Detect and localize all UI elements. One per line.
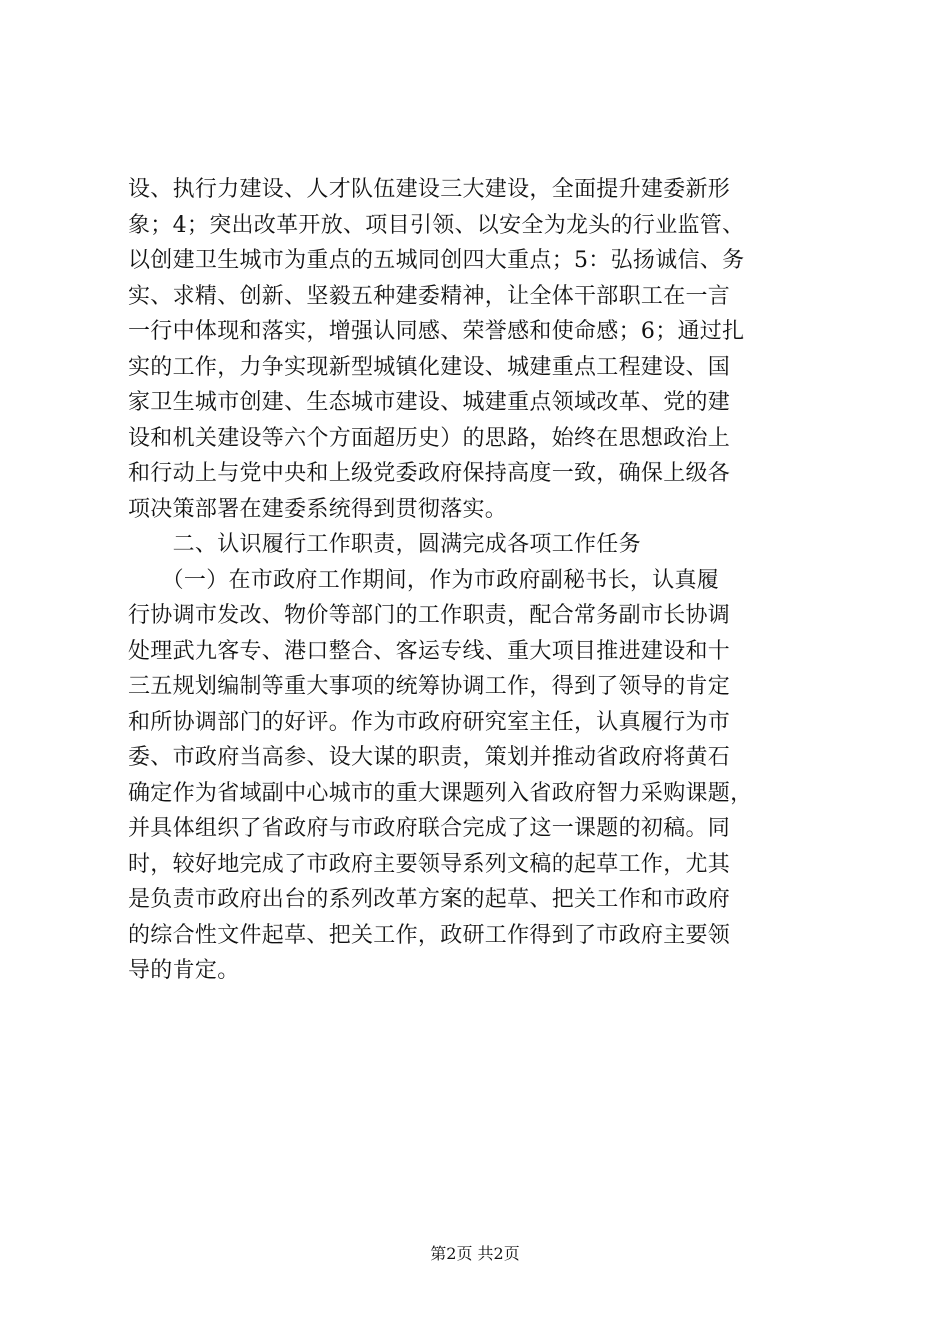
text-line: 象；4；突出改革开放、项目引领、以安全为龙头的行业监管、 [128,212,745,238]
text-line: 三五规划编制等重大事项的统筹协调工作，得到了领导的肯定 [128,674,731,699]
text-line: 处理武九客专、港口整合、客运专线、重大项目推进建设和十 [128,638,731,664]
text-line: 实、求精、创新、坚毅五种建委精神，让全体干部职工在一言 [128,283,731,309]
text-line: 是负责市政府出台的系列改革方案的起草、把关工作和市政府 [128,887,731,912]
text-line: （一）在市政府工作期间，作为市政府副秘书长，认真履 [128,567,720,593]
text-line: 项决策部署在建委系统得到贯彻落实。 [128,496,508,522]
page-number-footer: 第2页 共2页 [430,1244,520,1263]
section-heading: 二、认识履行工作职责，圆满完成各项工作任务 [128,532,641,557]
text-line: 设、执行力建设、人才队伍建设三大建设，全面提升建委新形 [128,177,731,202]
text-line: 并具体组织了省政府与市政府联合完成了这一课题的初稿。同 [128,816,731,841]
text-line: 确定作为省域副中心城市的重大课题列入省政府智力采购课题， [128,780,753,806]
text-line: 以创建卫生城市为重点的五城同创四大重点；5：弘扬诚信、务 [128,248,745,273]
text-line: 导的肯定。 [128,958,240,983]
text-line: 时，较好地完成了市政府主要领导系列文稿的起草工作，尤其 [128,851,731,877]
text-line: 行协调市发改、物价等部门的工作职责，配合常务副市长协调 [128,603,731,628]
text-line: 和所协调部门的好评。作为市政府研究室主任，认真履行为市 [128,709,731,735]
text-line: 委、市政府当高参、设大谋的职责，策划并推动省政府将黄石 [128,745,731,770]
text-line: 一行中体现和落实，增强认同感、荣誉感和使命感；6；通过扎 [128,319,745,344]
text-line: 实的工作，力争实现新型城镇化建设、城建重点工程建设、国 [128,354,731,380]
text-line: 设和机关建设等六个方面超历史）的思路，始终在思想政治上 [128,425,731,451]
text-line: 家卫生城市创建、生态城市建设、城建重点领域改革、党的建 [128,390,731,415]
text-line: 和行动上与党中央和上级党委政府保持高度一致，确保上级各 [128,461,731,486]
document-body [128,172,838,989]
text-line: 的综合性文件起草、把关工作，政研工作得到了市政府主要领 [128,922,731,948]
